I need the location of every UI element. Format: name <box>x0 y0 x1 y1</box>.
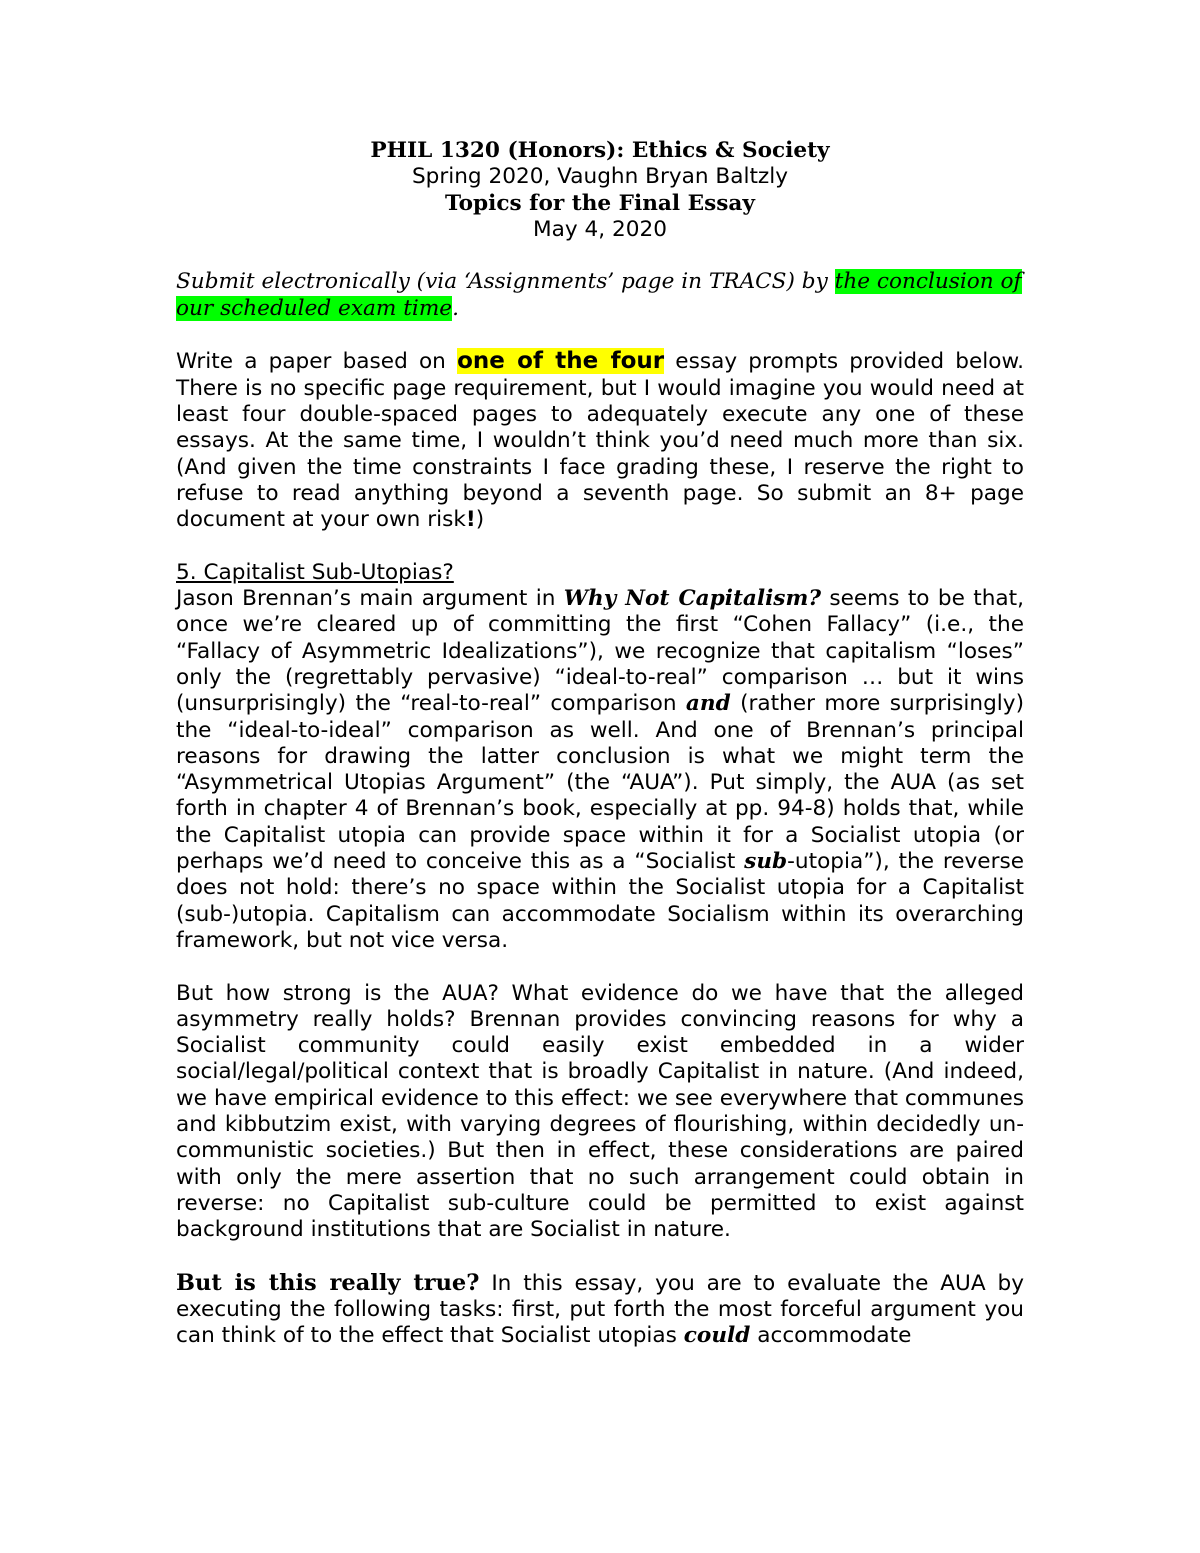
section-heading: 5. Capitalist Sub-Utopias? <box>176 559 454 585</box>
emphasis-sub: sub <box>744 849 788 875</box>
document-title: Topics for the Final Essay <box>445 190 755 216</box>
s1-text-b: seems to be that, once we’re cleared up of committing the first “Cohen Fallacy” (i.e., the “Fallacy of Asymmetric Idealizations”), we recognize that capitalism “loses” only the (regrettably pervasive) “ideal-to-real” comparison … but it wins (unsurprisingly) the “real-to-real” comparison <box>176 586 1024 717</box>
intro-text-start: Write a paper based on <box>176 349 458 375</box>
intro-text-rest: essay prompts provided below. There is no specific page requirement, but I would imagine you would need at least four double-spaced pages to adequately execute any one of these essays. At the same time, I wouldn’t think you’d need much more than six. (And given the time constraints I face grading these, I reserve the right to refuse to read anything beyond a seventh page. So submit an 8+ page document at your own risk <box>176 349 1024 533</box>
submission-end: . <box>452 295 459 321</box>
submission-instructions <box>176 269 1024 322</box>
emphasis-could: could <box>683 1323 751 1349</box>
intro-close-paren: ) <box>475 507 485 533</box>
prompt-count-text: one of the four <box>457 348 665 375</box>
document-date: May 4, 2020 <box>533 216 667 242</box>
intro-exclamation: ! <box>465 507 476 533</box>
section-paragraph-1 <box>176 586 1024 954</box>
prompt-count-highlight <box>457 348 664 374</box>
s3-text-a: In this essay, you are to evaluate the AUA by executing the following tasks: first, put forth the most forceful argument you can think of to the effect that Socialist utopias <box>176 1270 1024 1349</box>
s3-text-b: accommodate <box>750 1323 912 1349</box>
question-bold: But is this really true? <box>176 1269 480 1296</box>
document-page <box>176 138 1024 1350</box>
intro-paragraph <box>176 348 1024 533</box>
emphasis-and: and <box>685 691 731 717</box>
term-instructor: Spring 2020, Vaughn Bryan Baltzly <box>411 164 789 190</box>
document-header <box>176 138 1024 243</box>
section-paragraph-3 <box>176 1270 1024 1350</box>
book-title: Why Not Capitalism? <box>563 586 821 612</box>
submission-lead: Submit electronically (via ‘Assignments’ page in TRACS) by <box>176 269 835 295</box>
s1-text-d: -utopia”), the reverse does not hold: there’s no space within the Socialist utopia for a Capitalist (sub-)utopia. Capitalism can accommodate Socialism within its overarching framework, but not vice versa. <box>176 849 1024 953</box>
section-paragraph-2: But how strong is the AUA? What evidence do we have that the alleged asymmetry really holds? Brennan provides convincing reasons for why a Socialist community could easily exist embedded in a wider social/legal/political context that is broadly Capitalist in nature. (And indeed, we have empirical evidence to this effect: we see everywhere that communes and kibbutzim exist, with varying degrees of flourishing, within decidedly un-communistic societies.) But then in effect, these considerations are paired with only the mere assertion that no such arrangement could obtain in reverse: no Capitalist sub-culture could be permitted to exist against background institutions that are Socialist in nature. <box>176 980 1024 1243</box>
submission-deadline-highlight: the conclusion of our scheduled exam time <box>176 269 1022 321</box>
course-title: PHIL 1320 (Honors): Ethics & Society <box>370 138 830 163</box>
s1-text-c: (rather more surprisingly) the “ideal-to-ideal” comparison as well. And one of Brennan’s principal reasons for drawing the latter conclusion is what we might term the “Asymmetrical Utopias Argument” (the “AUA”). Put simply, the AUA (as set forth in chapter 4 of Brennan’s book, especially at pp. 94-8) holds that, while the Capitalist utopia can provide space within it for a Socialist utopia (or perhaps we’d need to conceive this as a “Socialist <box>176 691 1024 875</box>
s1-text-a: Jason Brennan’s main argument in <box>176 586 564 612</box>
